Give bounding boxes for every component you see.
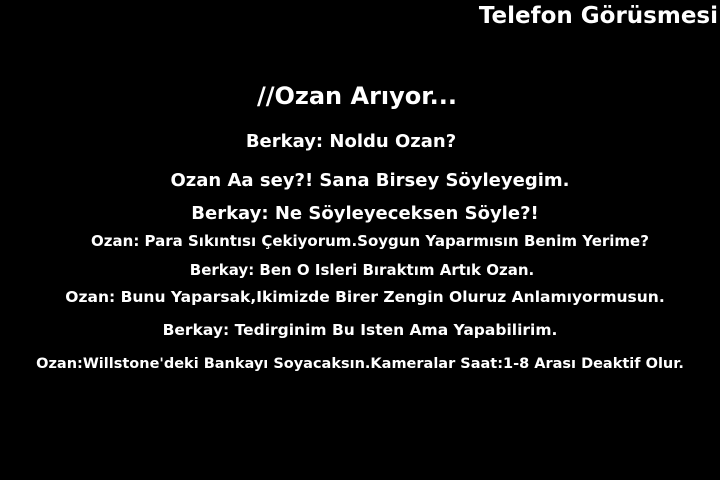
dialogue-line: Ozan:Willstone'deki Bankayı Soyacaksın.Kameralar Saat:1-8 Arası Deaktif Olur.	[36, 356, 684, 372]
dialogue-line: Berkay: Tedirginim Bu Isten Ama Yapabilirim.	[162, 321, 558, 339]
dialogue-line: Berkay: Ben O Isleri Bıraktım Artık Ozan.	[189, 261, 535, 279]
dialogue-line: Berkay: Ne Söyleyeceksen Söyle?!	[191, 203, 539, 224]
dialogue-line-call-start: //Ozan Arıyor...	[256, 82, 458, 110]
dialogue-line: Berkay: Noldu Ozan?	[245, 131, 457, 152]
dialogue-line: Ozan: Para Sıkıntısı Çekiyorum.Soygun Yaparmısın Benim Yerime?	[91, 232, 649, 250]
dialogue-line: Ozan: Bunu Yaparsak,Ikimizde Birer Zengin Oluruz Anlamıyormusun.	[65, 288, 665, 306]
page-title: Telefon Görüsmesi	[478, 3, 718, 29]
dialogue-line: Ozan Aa sey?! Sana Birsey Söyleyegim.	[170, 170, 570, 191]
